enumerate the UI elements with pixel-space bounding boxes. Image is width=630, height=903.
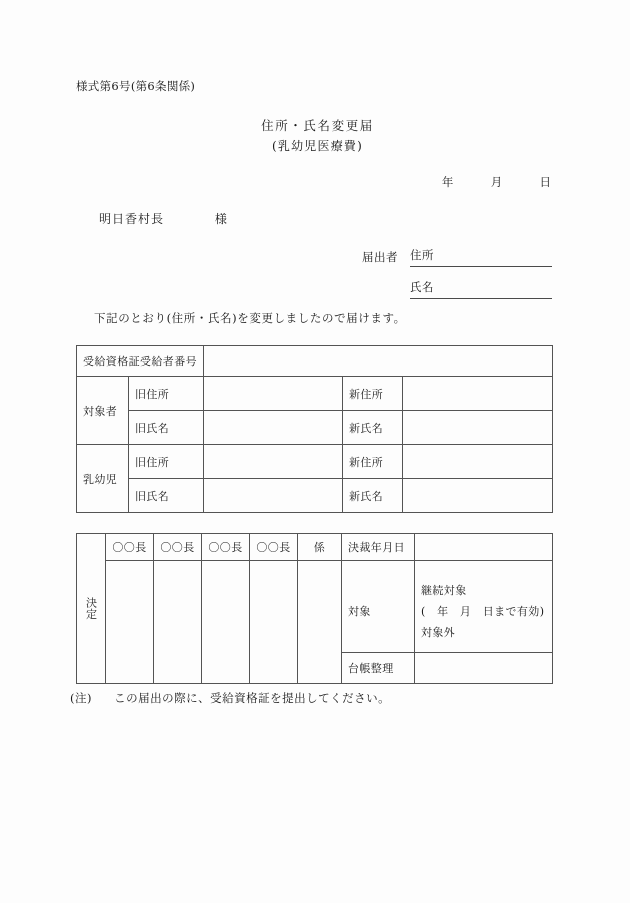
signature-header-1: 〇〇長 [106,534,154,561]
object-options [415,561,553,653]
form-number: 様式第6号(第6条関係) [76,79,196,93]
old-address-label-target: 旧住所 [129,377,204,411]
signature-header-clerk: 係 [298,534,342,561]
signature-header-4: 〇〇長 [250,534,298,561]
group-label-target: 対象者 [77,377,129,445]
table-row [77,534,553,561]
page-subtitle: (乳幼児医療費) [272,139,363,153]
old-address-value-target[interactable] [204,377,343,411]
new-name-value-infant[interactable] [403,479,553,513]
approval-date-label: 決裁年月日 [342,534,415,561]
title-block [0,116,630,156]
ledger-label: 台帳整理 [342,653,415,684]
recipient-number-label: 受給資格証受給者番号 [77,346,204,377]
addressee-line [99,210,227,227]
decision-vertical-label [77,534,106,684]
note-text: この届出の際に、受給資格証を提出してください。 [114,691,391,705]
table-row [77,346,553,377]
addressee-name: 明日香村長 [99,212,165,226]
old-name-value-target[interactable] [204,411,343,445]
submitter-address-field[interactable] [410,246,552,267]
new-address-value-infant[interactable] [403,445,553,479]
note-marker: (注) [70,691,92,705]
submitter-name-field[interactable] [410,278,552,299]
new-address-value-target[interactable] [403,377,553,411]
submitter-label: 届出者 [362,250,398,264]
object-option-continued[interactable]: 継続対象 [421,583,467,597]
change-table [76,345,553,513]
new-address-label-infant: 新住所 [343,445,403,479]
recipient-number-value[interactable] [204,346,553,377]
object-option-validity[interactable]: ( 年 月 日まで有効) [421,604,545,618]
signature-box-4[interactable] [250,561,298,684]
date-line [442,174,551,190]
decision-vertical-text: 決定 [84,597,98,620]
signature-header-3: 〇〇長 [202,534,250,561]
object-label: 対象 [342,561,415,653]
submitter-name-label: 氏名 [410,280,434,294]
addressee-honorific: 様 [214,212,227,226]
submitter-fields [410,246,552,310]
old-address-label-infant: 旧住所 [129,445,204,479]
old-name-label-infant: 旧氏名 [129,479,204,513]
page-title: 住所・氏名変更届 [261,118,374,133]
table-row [77,377,553,411]
table-row [77,479,553,513]
object-option-excluded[interactable]: 対象外 [421,625,456,639]
decision-table [76,533,553,684]
new-name-label-infant: 新氏名 [343,479,403,513]
new-name-label-target: 新氏名 [343,411,403,445]
old-address-value-infant[interactable] [204,445,343,479]
signature-box-3[interactable] [202,561,250,684]
signature-box-clerk[interactable] [298,561,342,684]
date-year-label: 年 [441,175,454,189]
date-day-label: 日 [539,175,551,189]
approval-date-value[interactable] [415,534,553,561]
date-month-label: 月 [490,175,503,189]
new-address-label-target: 新住所 [343,377,403,411]
table-row [77,445,553,479]
signature-box-2[interactable] [154,561,202,684]
submitter-address-label: 住所 [410,248,434,262]
footer-note [70,690,390,706]
table-row [77,411,553,445]
lead-sentence: 下記のとおり(住所・氏名)を変更しましたので届けます。 [94,311,406,325]
new-name-value-target[interactable] [403,411,553,445]
old-name-label-target: 旧氏名 [129,411,204,445]
table-row [77,561,553,653]
ledger-value[interactable] [415,653,553,684]
old-name-value-infant[interactable] [204,479,343,513]
signature-header-2: 〇〇長 [154,534,202,561]
signature-box-1[interactable] [106,561,154,684]
group-label-infant: 乳幼児 [77,445,129,513]
